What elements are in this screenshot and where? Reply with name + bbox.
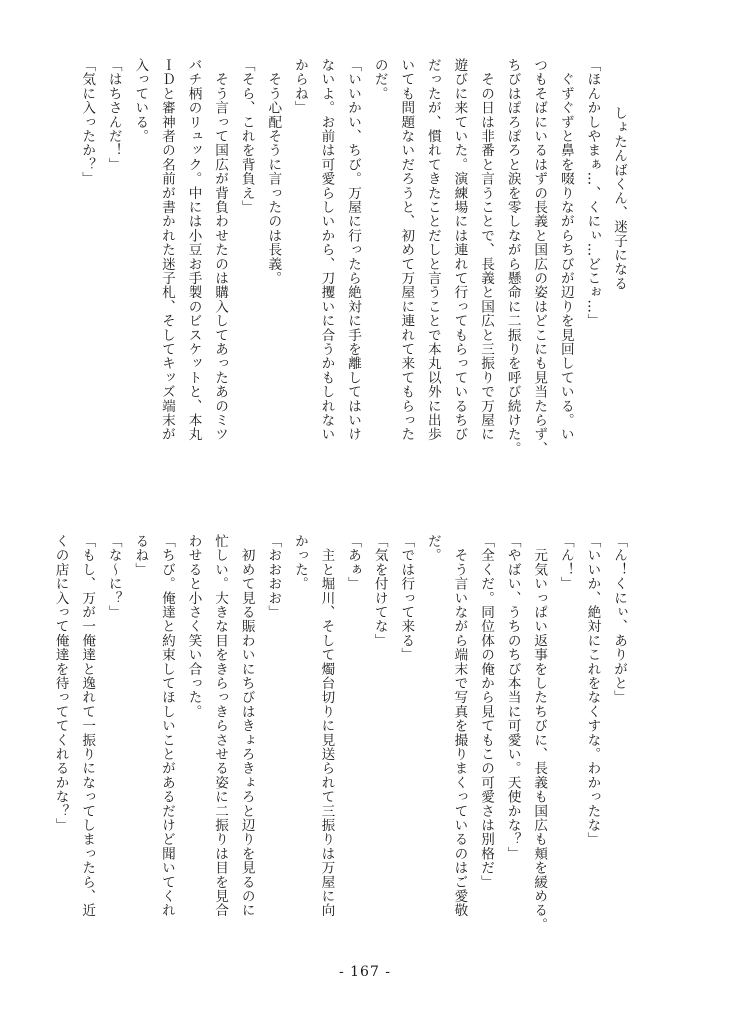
text-line: だ。 — [424, 534, 441, 563]
text-line: そう心配そうに言ったのは長義。 — [265, 58, 282, 286]
text-line: からね」 — [291, 58, 308, 115]
text-line: 初めて見る賑わいにちびはきょろきょろと辺りを見るのに — [238, 534, 255, 918]
text-line: バチ柄のリュック。中には小豆お手製のビスケットと、本丸 — [185, 58, 202, 442]
text-line: 「ほんかしやまぁ…、くにぃ…どこぉ…」 — [584, 58, 601, 328]
text-line: わせると小さく笑い合った。 — [185, 534, 202, 719]
text-line: 主と堀川、そして燭台切りに見送られて三振りは万屋に向 — [318, 534, 335, 918]
text-line: 「ん！」 — [557, 534, 574, 591]
lower-text-block — [52, 534, 632, 962]
text-line: 入っている。 — [132, 58, 149, 144]
text-line: 「ん！くにぃ、ありがと」 — [611, 534, 627, 705]
text-line: 「では行って来る」 — [398, 534, 415, 662]
text-line: 「やばい、うちのちび本当に可愛い。天使かな？」 — [504, 534, 521, 861]
text-line: つもそばにいるはずの長義と国広の姿はどこにも見当たらず、 — [531, 58, 548, 456]
text-line: 「おおおお」 — [265, 534, 282, 620]
text-line: ＩＤと審神者の名前が書かれた迷子札、そしてキッズ端末が — [158, 58, 175, 442]
text-line: 「いいかい、ちび。万屋に行ったら絶対に手を離してはいけ — [345, 58, 362, 442]
text-line: るね」 — [132, 534, 149, 577]
text-line: 「気を付けてな」 — [371, 534, 388, 648]
page-number: - 167 - — [338, 964, 392, 980]
text-line: 「全くだ。同位体の俺から見てもこの可愛さは別格だ」 — [478, 534, 495, 889]
text-line: その日は非番と言うことで、長義と国広と三振りで万屋に — [478, 58, 495, 442]
text-line: ないよ。お前は可愛らしいから、刀攫いに合うかもしれない — [318, 58, 335, 442]
text-line: 「な～に？」 — [105, 534, 122, 620]
text-line: 「ちび。俺達と約束してほしいことがあるだけど聞いてくれ — [158, 534, 175, 918]
text-line: 遊びに来ていた。演練場には連れて行ってもらっているちび — [451, 58, 468, 442]
text-line: ちびはぽろぽろと涙を零しながら懸命に二振りを呼び続けた。 — [504, 58, 521, 456]
text-line: だったが、慣れてきたことだしと言うことで本丸以外に出歩 — [424, 58, 441, 442]
text-line: 忙しい。大きな目をきらっきらさせる姿に二振りは目を見合 — [212, 534, 229, 918]
text-line: 「いいか、絶対にこれをなくすな。わかったな」 — [584, 534, 601, 847]
text-line: 元気いっぱい返事をしたちびに、長義も国広も頬を緩める。 — [531, 534, 548, 932]
text-line: くの店に入って俺達を待っててくれるかな？」 — [52, 534, 69, 833]
text-line: ぐずぐずと鼻を啜りながらちびが辺りを見回している。い — [557, 58, 574, 442]
text-line: 「気に入ったか？」 — [79, 58, 96, 186]
upper-text-block — [79, 58, 632, 494]
text-line: 「あぁ」 — [345, 534, 362, 591]
text-line: いても問題ないだろうと、初めて万屋に連れて来てもらった — [398, 58, 415, 442]
text-line: そう言いながら端末で写真を撮りまくっているのはご愛敬 — [451, 534, 468, 918]
text-line: 「はちさんだ！」 — [105, 58, 122, 172]
text-line: 「もし、万が一俺達と逸れて一振りになってしまったら、近 — [79, 534, 96, 918]
text-line: かった。 — [291, 534, 308, 591]
text-line: 「そら、これを背負え」 — [238, 58, 255, 215]
chapter-title: しょたんばくん、迷子になる — [611, 106, 627, 291]
text-line: のだ。 — [371, 58, 388, 101]
text-line: そう言って国広が背負わせたのは購入してあったあのミツ — [212, 58, 229, 442]
